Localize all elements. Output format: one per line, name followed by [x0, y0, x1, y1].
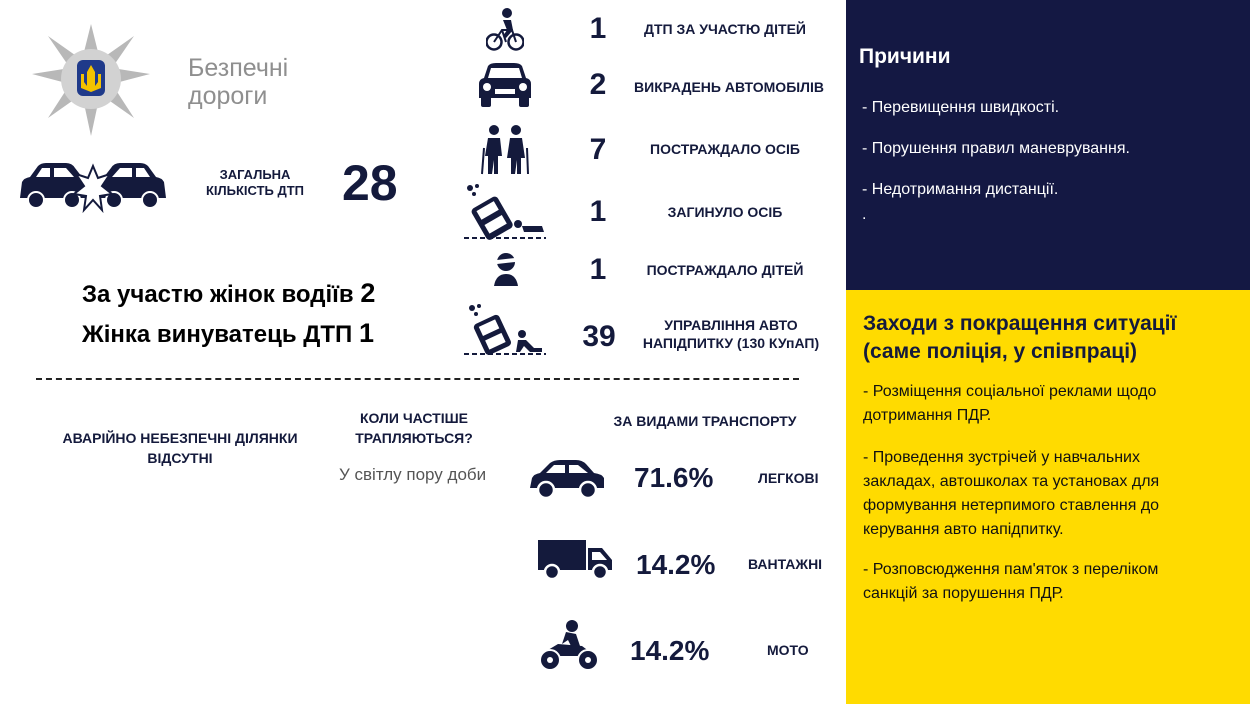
women-culprit-text: Жінка винуватець ДТП: [82, 321, 353, 348]
women-culprit-row: [82, 318, 374, 349]
measure-item: [863, 558, 1158, 606]
measure-line: керування авто напідпитку.: [863, 521, 1064, 538]
measures-title-line2: (саме поліція, у співпраці): [863, 340, 1138, 363]
dangerous-line2: ВІДСУТНІ: [147, 450, 213, 466]
dangerous-sections: [40, 428, 320, 468]
cause-item: - Недотримання дистанції.: [862, 181, 1059, 198]
stat-label: ВИКРАДЕНЬ АВТОМОБІЛІВ: [634, 79, 824, 95]
women-culprit-value: 1: [358, 318, 375, 348]
transport-percent: 14.2%: [630, 635, 710, 666]
stat-label: ПОСТРАЖДАЛО ОСІБ: [650, 141, 800, 157]
when-line2: ТРАПЛЯЮТЬСЯ?: [355, 430, 473, 446]
cyclist-icon: [486, 8, 524, 52]
police-logo: [30, 22, 152, 138]
total-accidents-value: 28: [342, 155, 398, 211]
measure-line: формування нетерпимого ставлення до: [863, 497, 1160, 514]
stat-value: 2: [589, 68, 607, 101]
causes-panel: [846, 0, 1250, 290]
cause-item: .: [862, 206, 867, 223]
causes-title: Причини: [859, 45, 951, 68]
injured-child-icon: [492, 252, 520, 286]
women-drivers-row: [82, 278, 375, 309]
measure-line: - Розміщення соціальної реклами щодо: [863, 383, 1157, 400]
cause-item: - Перевищення швидкості.: [862, 99, 1060, 116]
car-crash-icon: [16, 160, 170, 214]
measure-line: - Проведення зустрічей у навчальних: [863, 449, 1140, 466]
stat-label-line1: УПРАВЛІННЯ АВТО: [664, 317, 798, 333]
measure-line: дотримання ПДР.: [863, 407, 992, 424]
stat-label: ДТП ЗА УЧАСТЮ ДІТЕЙ: [643, 21, 806, 37]
transport-percent: 14.2%: [636, 549, 716, 580]
transport-title: ЗА ВИДАМИ ТРАНСПОРТУ: [613, 413, 797, 429]
measure-line: - Розповсюдження пам'яток з переліком: [863, 561, 1159, 578]
stat-value: 39: [582, 320, 616, 353]
transport-label: ВАНТАЖНІ: [748, 556, 823, 572]
measure-item: [863, 380, 1156, 428]
police-star-icon: [30, 22, 152, 138]
stat-label: ПОСТРАЖДАЛО ДІТЕЙ: [646, 262, 804, 278]
stat-value: 7: [589, 133, 607, 166]
stat-value: 1: [589, 12, 607, 45]
logo-title: [188, 54, 288, 110]
women-drivers-text: За участю жінок водіїв: [82, 281, 354, 308]
measures-title-line1: Заходи з покращення ситуації: [863, 312, 1177, 335]
measure-item: [863, 446, 1159, 542]
measure-line: закладах, автошколах та установах для: [863, 473, 1160, 490]
stat-label: [626, 316, 836, 352]
transport-percent: 71.6%: [634, 462, 714, 493]
stat-label: ЗАГИНУЛО ОСІБ: [667, 204, 783, 220]
car-front-icon: [478, 62, 532, 108]
cause-item: - Порушення правил маневрування.: [862, 140, 1130, 157]
when-question: [334, 408, 494, 448]
drunk-crash-icon: [462, 302, 546, 356]
logo-title-line1: Безпечні: [188, 54, 289, 82]
when-line1: КОЛИ ЧАСТІШЕ: [359, 410, 469, 426]
dangerous-line1: АВАРІЙНО НЕБЕЗПЕЧНІ ДІЛЯНКИ: [62, 430, 298, 446]
stat-value: 1: [589, 195, 607, 228]
car-side-icon: [528, 458, 606, 500]
measures-panel: [846, 290, 1250, 704]
transport-label: МОТО: [767, 642, 809, 658]
total-accidents-label: ЗАГАЛЬНА КІЛЬКІСТЬ ДТП: [205, 167, 305, 198]
crash-victim-icon: [462, 182, 546, 240]
when-answer: У світлу пору доби: [339, 465, 487, 484]
logo-title-line2: дороги: [188, 82, 268, 110]
section-divider: [36, 378, 799, 380]
measures-title: [863, 310, 1176, 366]
elderly-couple-icon: [480, 124, 530, 176]
transport-label: ЛЕГКОВІ: [758, 470, 819, 486]
stat-label-line2: НАПІДПИТКУ (130 КУпАП): [642, 335, 820, 351]
truck-icon: [536, 536, 614, 582]
measure-line: санкцій за порушення ПДР.: [863, 585, 1064, 602]
stat-value: 1: [589, 253, 607, 286]
motorcycle-icon: [538, 620, 600, 672]
women-drivers-value: 2: [360, 278, 376, 308]
